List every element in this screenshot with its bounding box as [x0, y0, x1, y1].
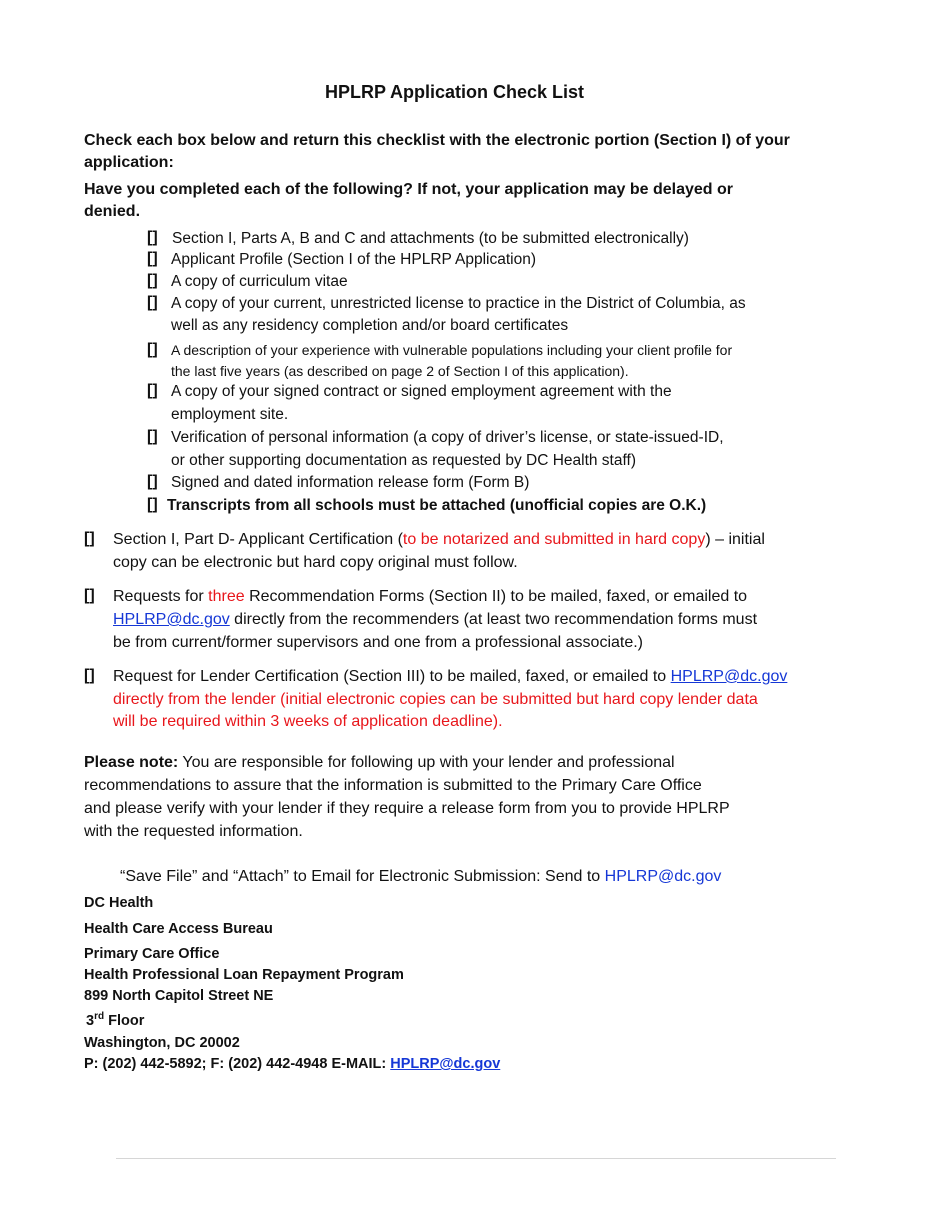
checklist-item-section-i: Section I, Parts A, B and C and attachments (to be submitted electronically): [172, 230, 689, 247]
address-floor: 3rd Floor: [86, 1011, 145, 1029]
section-d-line-1: Section I, Part D- Applicant Certification (to be notarized and submitted in hard copy) – initial: [113, 531, 765, 548]
checklist-item-applicant-profile: Applicant Profile (Section I of the HPLRP Application): [171, 251, 537, 268]
address-contact: P: (202) 442-5892; F: (202) 442-4948 E-MAIL: HPLRP@dc.gov: [84, 1056, 501, 1072]
address-bureau: Health Care Access Bureau: [84, 921, 273, 937]
checkbox[interactable]: []: [84, 587, 95, 604]
address-city: Washington, DC 20002: [84, 1035, 240, 1051]
note-line-4: with the requested information.: [84, 823, 303, 840]
page-title: HPLRP Application Check List: [325, 82, 585, 102]
checklist-item-description-line-1: A description of your experience with vulnerable populations including your client profile for: [171, 342, 733, 358]
recommendation-line-3: be from current/former supervisors and one from a professional associate.): [113, 634, 644, 651]
note-line-3: and please verify with your lender if they require a release form from you to provide HPLRP: [84, 800, 730, 817]
checkbox[interactable]: []: [84, 667, 95, 684]
recommendation-line-2: HPLRP@dc.gov directly from the recommenders (at least two recommendation forms must: [113, 611, 758, 628]
address-office: Primary Care Office: [84, 946, 220, 962]
recommendation-line-1: Requests for three Recommendation Forms (Section II) to be mailed, faxed, or emailed to: [113, 588, 748, 605]
checklist-item-license-line-2: well as any residency completion and/or board certificates: [171, 317, 569, 334]
checklist-item-contract-line-2: employment site.: [171, 406, 289, 423]
checkbox[interactable]: []: [147, 496, 158, 513]
footer-divider: [116, 1158, 836, 1159]
section-d-line-2: copy can be electronic but hard copy original must follow.: [113, 554, 518, 571]
address-street: 899 North Capitol Street NE: [84, 988, 274, 1004]
address-org: DC Health: [84, 895, 154, 911]
checklist-item-verification-line-2: or other supporting documentation as requested by DC Health staff): [171, 452, 636, 469]
email-link[interactable]: HPLRP@dc.gov: [670, 668, 788, 685]
lender-line-3: will be required within 3 weeks of application deadline).: [113, 713, 503, 730]
checklist-item-verification-line-1: Verification of personal information (a copy of driver’s license, or state-issued-ID,: [171, 429, 724, 446]
intro-line-4: denied.: [84, 203, 141, 220]
checklist-item-release-form: Signed and dated information release form (Form B): [171, 474, 530, 491]
checkbox[interactable]: []: [147, 428, 158, 445]
checkbox[interactable]: []: [147, 341, 158, 358]
checklist-item-license-line-1: A copy of your current, unrestricted license to practice in the District of Columbia, as: [171, 295, 746, 312]
intro-line-1: Check each box below and return this checklist with the electronic portion (Section I) of your: [84, 132, 790, 149]
note-line-1: Please note: You are responsible for following up with your lender and professional: [84, 754, 675, 771]
checkbox[interactable]: []: [147, 229, 158, 246]
checkbox[interactable]: []: [147, 272, 158, 289]
lender-line-1: Request for Lender Certification (Section III) to be mailed, faxed, or emailed to HPLRP@dc.gov: [113, 668, 788, 685]
checkbox[interactable]: []: [147, 473, 158, 490]
checkbox[interactable]: []: [147, 382, 158, 399]
intro-line-2: application:: [84, 154, 174, 171]
checklist-item-description-line-2: the last five years (as described on page 2 of Section I of this application).: [171, 363, 629, 379]
note-line-2: recommendations to assure that the information is submitted to the Primary Care Office: [84, 777, 702, 794]
checkbox[interactable]: []: [84, 530, 95, 547]
checkbox[interactable]: []: [147, 294, 158, 311]
checklist-item-cv: A copy of curriculum vitae: [171, 273, 348, 290]
address-program: Health Professional Loan Repayment Program: [84, 967, 404, 983]
intro-line-3: Have you completed each of the following? If not, your application may be delayed or: [84, 181, 733, 198]
email-link[interactable]: HPLRP@dc.gov: [390, 1056, 501, 1072]
email-link[interactable]: HPLRP@dc.gov: [113, 611, 230, 628]
checklist-item-contract-line-1: A copy of your signed contract or signed employment agreement with the: [171, 383, 672, 400]
lender-line-2: directly from the lender (initial electronic copies can be submitted but hard copy lender data: [113, 691, 758, 708]
checklist-item-transcripts: Transcripts from all schools must be attached (unofficial copies are O.K.): [167, 497, 707, 514]
email-text[interactable]: HPLRP@dc.gov: [604, 868, 722, 885]
save-instruction: “Save File” and “Attach” to Email for Electronic Submission: Send to HPLRP@dc.gov: [120, 868, 722, 885]
checkbox[interactable]: []: [147, 250, 158, 267]
